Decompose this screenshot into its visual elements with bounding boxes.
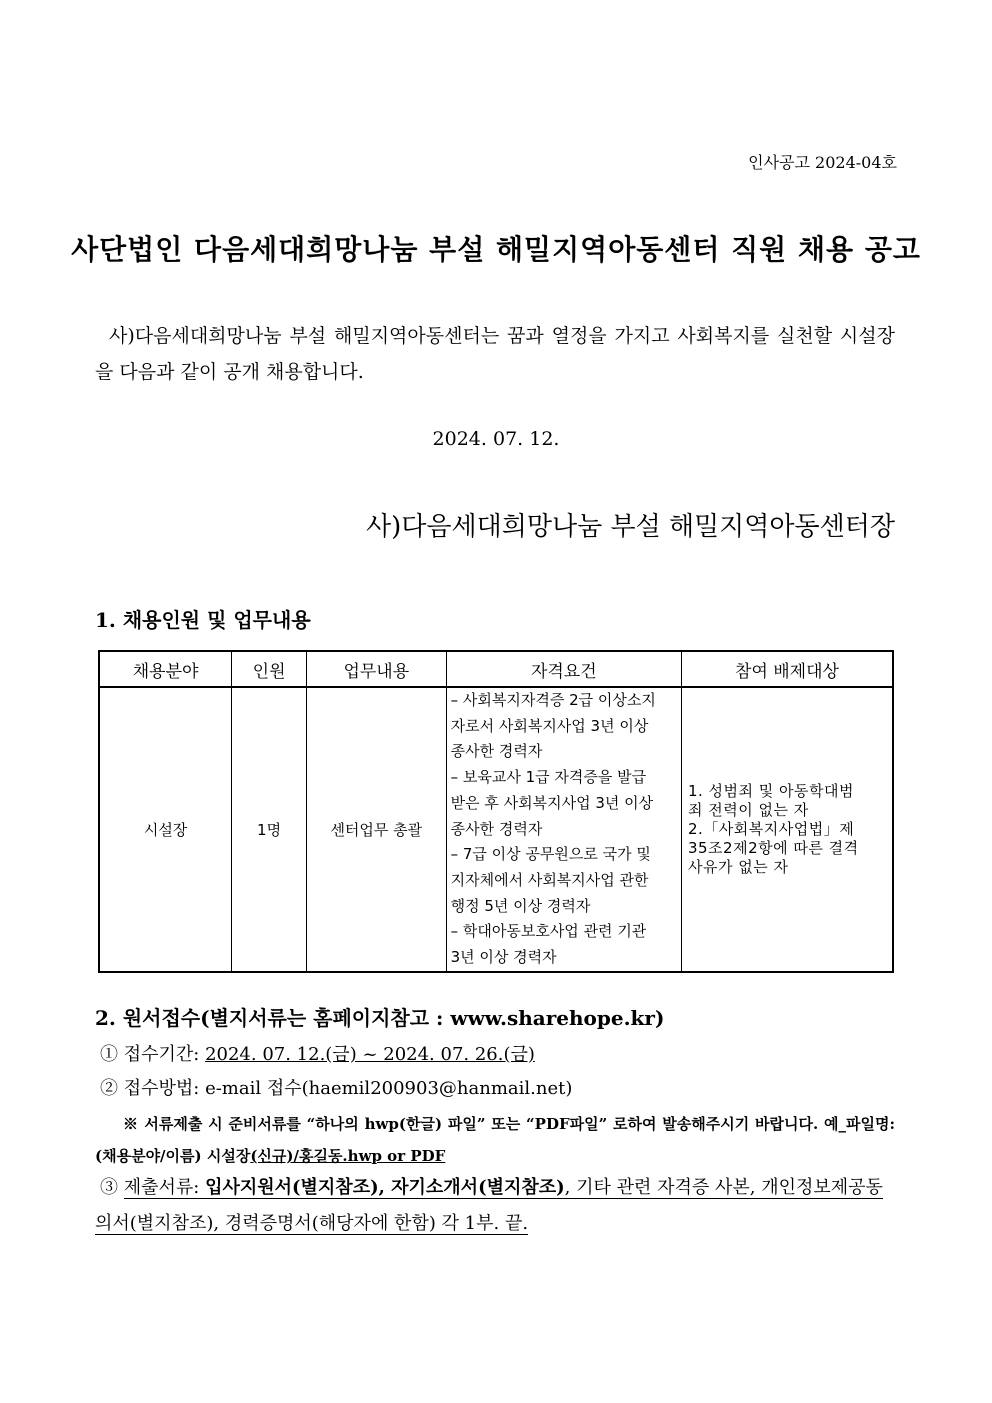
intro-paragraph: 사)다음세대희망나눔 부설 해밀지역아동센터는 꿈과 열정을 가지고 사회복지를 실천할 시설장을 다음과 같이 공개 채용합니다.: [95, 325, 895, 383]
recruitment-table: [98, 650, 894, 973]
header-qualification: 자격요건: [446, 651, 681, 687]
exclusion-line: 1. 성범죄 및 아동학대범: [687, 781, 854, 800]
cell-qualification: [446, 687, 681, 972]
application-period-label: ① 접수기간:: [100, 1044, 206, 1065]
qualification-line: 종사한 경력자: [450, 819, 543, 838]
application-method: [100, 1074, 572, 1100]
page-title: 사단법인 다음세대희망나눔 부설 해밀지역아동센터 직원 채용 공고: [71, 233, 921, 266]
required-documents-title: 제출서류:: [123, 1177, 206, 1198]
section2-heading: 2. 원서접수(별지서류는 홈페이지참고 : www.sharehope.kr): [95, 1006, 665, 1030]
exclusion-line: 35조2제2항에 따른 결격: [687, 838, 859, 857]
table-row: [99, 687, 893, 972]
section1-heading: 1. 채용인원 및 업무내용: [95, 608, 311, 632]
qualification-line: – 7급 이상 공무원으로 국가 및: [450, 845, 651, 864]
announcement-date: 2024. 07. 12.: [432, 428, 560, 450]
qualification-line: – 사회복지자격증 2급 이상소지: [450, 691, 656, 709]
qualification-line: 종사한 경력자: [450, 742, 543, 761]
required-documents-label: ③: [100, 1177, 124, 1198]
application-period: [100, 1040, 535, 1066]
qualification-line: 받은 후 사회복지사업 3년 이상: [450, 793, 654, 812]
header-field: 채용분야: [99, 651, 232, 687]
qualification-line: 지자체에서 사회복지사업 관한: [450, 870, 649, 889]
qualification-line: 3년 이상 경력자: [450, 948, 557, 967]
required-documents: [95, 1170, 895, 1242]
application-method-label: ② 접수방법:: [100, 1078, 206, 1099]
required-documents-rest: , 기타 관련 자격증 사본, 개인정보제공동의서(별지참조), 경력증명서(해당자에 한함) 각 1부. 끝.: [95, 1177, 883, 1234]
header-count: 인원: [232, 651, 307, 687]
submission-note-text: ※ 서류제출 시 준비서류를 “하나의 hwp(한글) 파일” 또는 “PDF파일” 로하여 발송해주시기 바랍니다. 예_파일명: (채용분야/이름) 시설장: [95, 1115, 895, 1165]
qualification-line: – 학대아동보호사업 관련 기관: [450, 922, 647, 941]
exclusion-line: 사유가 없는 자: [687, 857, 789, 876]
application-method-value: e-mail 접수(haemil200903@hanmail.net): [205, 1078, 573, 1099]
header-duty: 업무내용: [306, 651, 446, 687]
cell-exclusion: [681, 687, 893, 972]
header-exclusion: 참여 배제대상: [681, 651, 893, 687]
qualification-line: – 보육교사 1급 자격증을 발급: [450, 768, 647, 787]
qualification-line: 행정 5년 이상 경력자: [450, 896, 591, 915]
submission-note: [95, 1108, 895, 1172]
submission-note-filename: (신규)/홍길동.hwp or PDF: [250, 1147, 446, 1165]
qualification-line: 자로서 사회복지사업 3년 이상: [450, 716, 649, 735]
cell-duty: 센터업무 총괄: [306, 687, 446, 972]
required-documents-main: 입사지원서(별지참조), 자기소개서(별지참조): [205, 1177, 565, 1198]
notice-number: 인사공고 2024-04호: [748, 153, 897, 172]
table-header-row: [99, 651, 893, 687]
application-period-value: 2024. 07. 12.(금) ~ 2024. 07. 26.(금): [205, 1044, 535, 1065]
cell-count: 1명: [232, 687, 307, 972]
cell-field: 시설장: [99, 687, 232, 972]
signer: 사)다음세대희망나눔 부설 해밀지역아동센터장: [366, 512, 895, 542]
exclusion-line: 2.「사회복지사업법」제: [687, 819, 855, 838]
exclusion-line: 죄 전력이 없는 자: [687, 800, 809, 819]
